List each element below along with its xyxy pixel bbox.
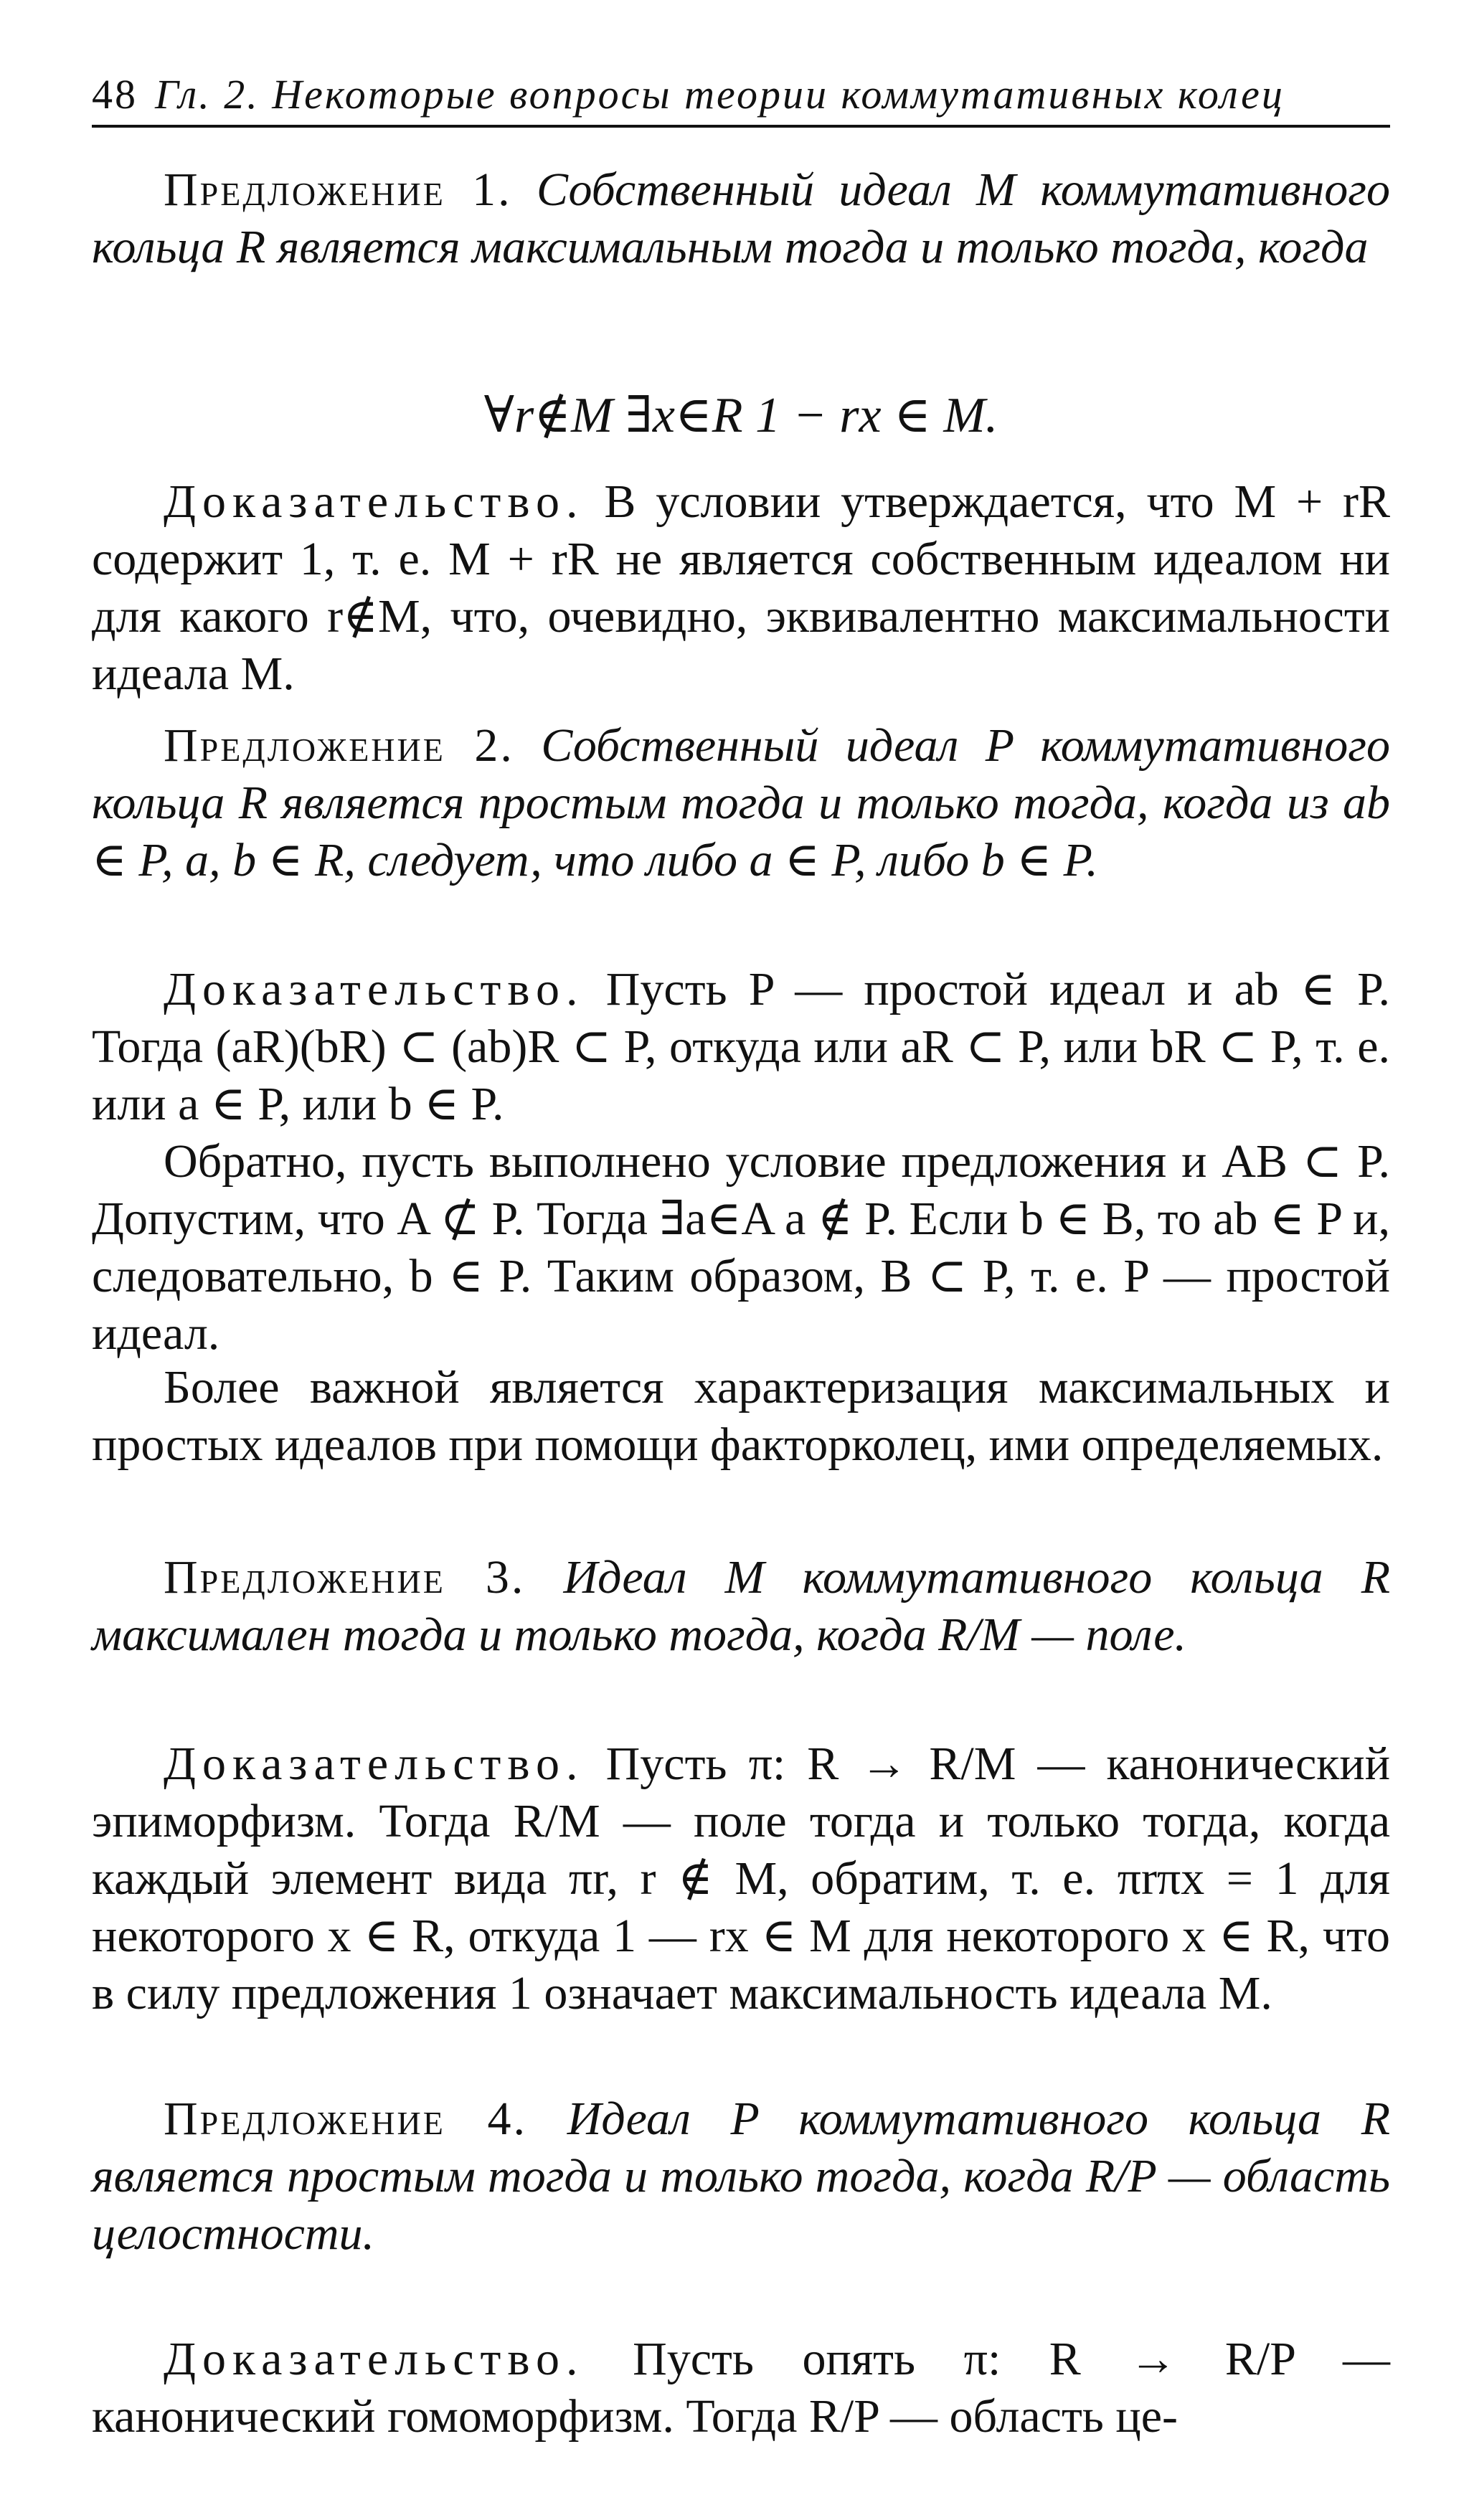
proof-3 (92, 1735, 1390, 2022)
proof-1 (92, 473, 1390, 703)
proposition-2 (92, 717, 1390, 889)
page-number: 48 (92, 71, 138, 118)
proposition-4-label: Предложение 4. (164, 2093, 528, 2145)
proposition-1-text: Собственный идеал M коммутативного кольца R является максимальным тогда и только тогда, когда (92, 164, 1390, 273)
proposition-1 (92, 161, 1390, 276)
proof-2-label: Доказательство. (164, 963, 585, 1015)
proposition-4 (92, 2090, 1390, 2263)
proposition-3 (92, 1549, 1390, 1664)
proof-2-continuation (92, 1133, 1390, 1363)
proof-4-label: Доказательство. (164, 2333, 585, 2385)
proof-3-text: Пусть π: R → R/M — канонический эпиморфизм. Тогда R/M — поле тогда и только тогда, когда каждый элемент вида πr, r ∉ M, обратим, т. е. πrπx = 1 для некоторого x ∈ R, откуда 1 — rx ∈ M для некоторого x ∈ R, что в силу предложения 1 означает максимальность идеала M. (92, 1738, 1391, 2019)
proposition-4-text: Идеал P коммутативного кольца R является простым тогда и только тогда, когда R/P — область целостности. (92, 2093, 1391, 2260)
proposition-3-label: Предложение 3. (164, 1551, 526, 1604)
paragraph-factor-rings-text: Более важной является характеризация максимальных и простых идеалов при помощи факторколец, ими определяемых. (92, 1361, 1390, 1471)
proof-4-text: Пусть опять π: R → R/P — канонический гомоморфизм. Тогда R/P — область це- (92, 2333, 1390, 2443)
paragraph-factor-rings (92, 1359, 1390, 1474)
proof-4 (92, 2331, 1390, 2445)
proof-3-label: Доказательство. (164, 1738, 585, 1790)
running-title: Гл. 2. Некоторые вопросы теории коммутативных колец (155, 71, 1285, 118)
proposition-2-label: Предложение 2. (164, 719, 514, 772)
proposition-1-label: Предложение 1. (164, 164, 512, 216)
proof-2 (92, 961, 1390, 1133)
proof-2-text-2: Обратно, пусть выполнено условие предложения и AB ⊂ P. Допустим, что A ⊄ P. Тогда ∃a∈A a ∉ P. Если b ∈ B, то ab ∈ P и, следовательно, b ∈ P. Таким образом, B ⊂ P, т. е. P — простой идеал. (92, 1135, 1390, 1360)
proof-2-text: Пусть P — простой идеал и ab ∈ P. Тогда (aR)(bR) ⊂ (ab)R ⊂ P, откуда или aR ⊂ P, или bR ⊂ P, т. е. или a ∈ P, или b ∈ P. (92, 963, 1390, 1130)
running-header (92, 70, 1390, 128)
formula-1: ∀r∉M ∃x∈R 1 − rx ∈ M. (483, 388, 998, 443)
proposition-2-text: Собственный идеал P коммутативного кольца R является простым тогда и только тогда, когда из ab ∈ P, a, b ∈ R, следует, что либо a ∈ P, либо b ∈ P. (92, 719, 1390, 886)
proof-1-text: В условии утверждается, что M + rR содержит 1, т. е. M + rR не является собственным идеалом ни для какого r∉M, что, очевидно, эквивалентно максимальности идеала M. (92, 475, 1391, 700)
proposition-3-text: Идеал M коммутативного кольца R максимален тогда и только тогда, когда R/M — поле. (92, 1551, 1391, 1661)
proof-1-label: Доказательство. (164, 475, 585, 528)
